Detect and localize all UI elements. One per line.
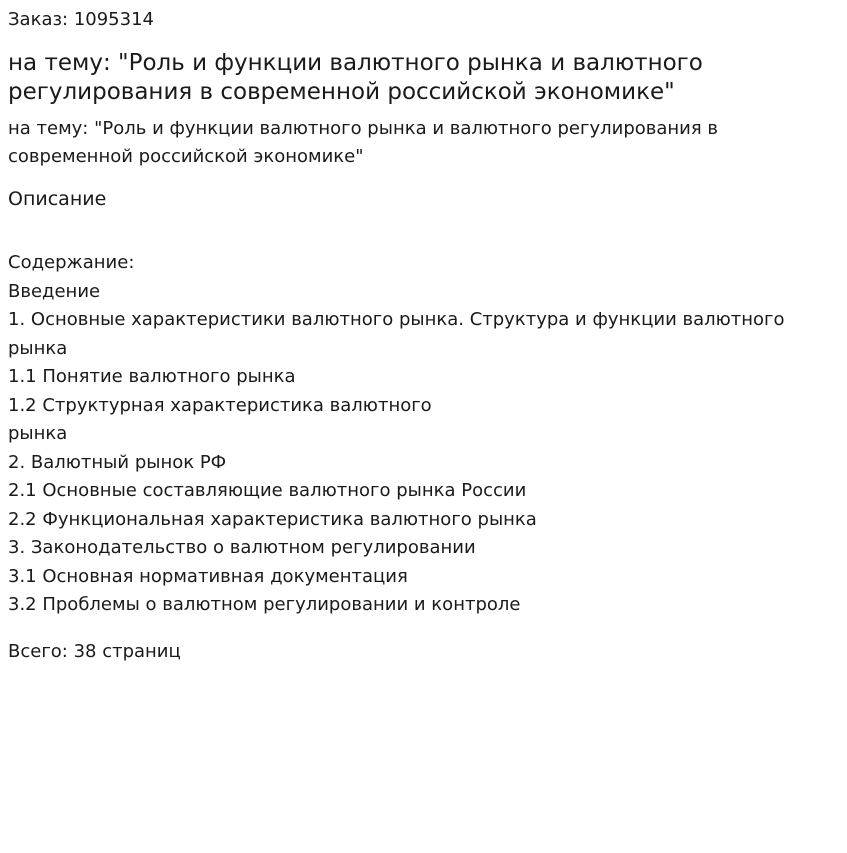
toc-item-introduction: Введение [8,280,101,302]
toc-item-1: 1. Основные характеристики валютного рынка. Структура и функции валютного рынка [8,309,785,359]
toc-item-1-1: 1.1 Понятие валютного рынка [8,366,296,387]
toc-item-2-1: 2.1 Основные составляющие валютного рынка России [8,480,527,501]
toc-item-3-2: 3.2 Проблемы о валютном регулировании и контроле [8,594,521,615]
contents-header: Содержание: [8,252,135,273]
page-title: на тему: "Роль и функции валютного рынка и валютного регулирования в современной российской экономике" [8,50,703,105]
description-label: Описание [8,188,107,210]
toc-item-1-2-cont: рынка [8,423,68,444]
toc-item-3: 3. Законодательство о валютном регулировании [8,537,476,558]
toc-item-3-1: 3.1 Основная нормативная документация [8,565,408,587]
toc-item-2: 2. Валютный рынок РФ [8,451,227,473]
toc-item-1-2: 1.2 Структурная характеристика валютного [8,394,432,416]
toc-item-2-2: 2.2 Функциональная характеристика валютного рынка [8,508,537,530]
order-number: Заказ: 1095314 [8,9,154,30]
table-of-contents [8,249,839,620]
total-pages: Всего: 38 страниц [8,640,181,662]
page-subtitle: на тему: "Роль и функции валютного рынка и валютного регулирования в современной российской экономике" [8,118,719,167]
